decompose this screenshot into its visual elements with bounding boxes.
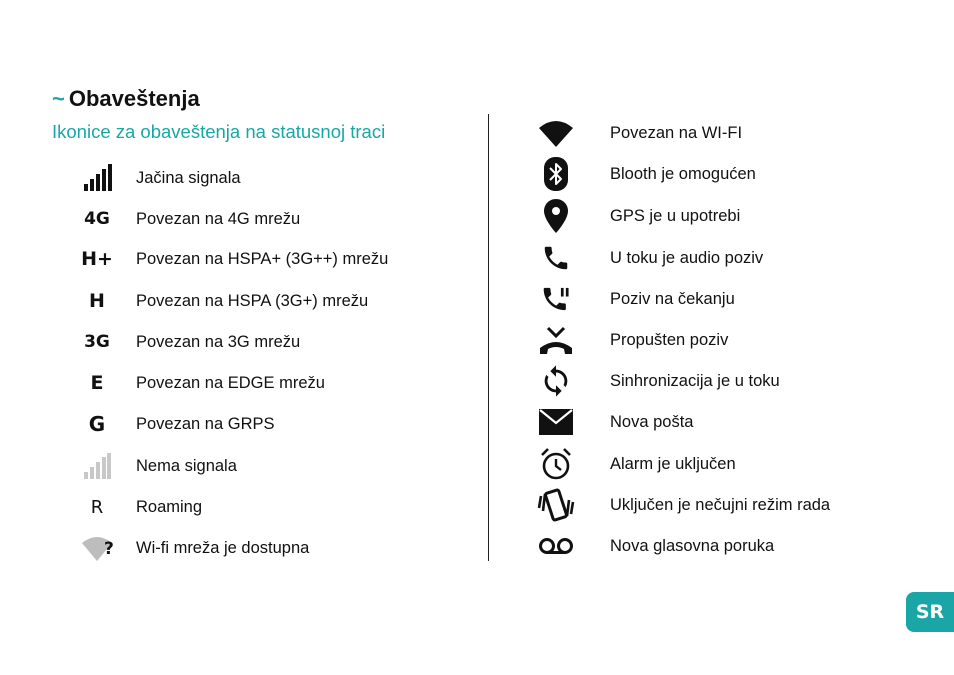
list-item-label: Povezan na HSPA+ (3G++) mrežu <box>136 250 389 268</box>
list-item-label: Povezan na GRPS <box>136 415 275 433</box>
list-item-label: Povezan na HSPA (3G+) mrežu <box>136 292 369 310</box>
title-tilde: ~ <box>52 86 65 111</box>
list-item-label: Povezan na 3G mrežu <box>136 333 301 351</box>
no-signal-icon <box>77 448 117 484</box>
4g-icon: 4G <box>84 209 110 229</box>
bluetooth-icon <box>536 156 576 192</box>
call-on-hold-icon <box>536 281 576 317</box>
list-item-label: Poziv na čekanju <box>610 290 735 308</box>
wifi-available-icon: ? <box>77 530 117 566</box>
list-item-label: Roaming <box>136 498 203 516</box>
list-item-label: Nova glasovna poruka <box>610 537 775 555</box>
sync-icon <box>536 363 576 399</box>
list-item-label: Povezan na EDGE mrežu <box>136 374 325 392</box>
vibrate-icon <box>536 487 576 523</box>
list-item-label: Nema signala <box>136 457 237 475</box>
list-item-label: Povezan na WI-FI <box>610 124 743 142</box>
3g-icon: 3G <box>84 332 110 352</box>
list-item-label: Blooth je omogućen <box>610 165 756 183</box>
phone-call-icon <box>536 240 576 276</box>
page-title <box>52 86 200 112</box>
column-divider <box>488 114 489 561</box>
list-item-label: Povezan na 4G mrežu <box>136 210 301 228</box>
missed-call-icon <box>536 322 576 358</box>
list-item-label: GPS je u upotrebi <box>610 207 741 225</box>
list-item-label: Nova pošta <box>610 413 694 431</box>
voicemail-icon <box>536 528 576 564</box>
list-item-label: Propušten poziv <box>610 331 729 349</box>
edge-icon: E <box>90 372 104 394</box>
wifi-icon <box>536 115 576 151</box>
list-item-label: Wi-fi mreža je dostupna <box>136 539 310 557</box>
list-item-label: U toku je audio poziv <box>610 249 764 267</box>
roaming-icon: R <box>90 496 104 518</box>
list-item-label: Jačina signala <box>136 169 241 187</box>
alarm-icon <box>536 446 576 482</box>
list-item-label: Alarm je uključen <box>610 455 736 473</box>
hspa-plus-icon: H+ <box>81 248 113 270</box>
list-item-label: Uključen je nečujni režim rada <box>610 496 831 514</box>
gprs-icon: G <box>88 412 106 436</box>
hspa-icon: H <box>89 290 105 312</box>
section-subtitle: Ikonice za obaveštenja na statusnoj traci <box>52 121 386 142</box>
language-badge: SR <box>906 592 954 632</box>
mail-icon <box>536 404 576 440</box>
list-item-label: Sinhronizacija je u toku <box>610 372 780 390</box>
title-text: Obaveštenja <box>68 86 200 111</box>
signal-strength-icon <box>77 160 117 196</box>
gps-location-icon <box>536 198 576 234</box>
